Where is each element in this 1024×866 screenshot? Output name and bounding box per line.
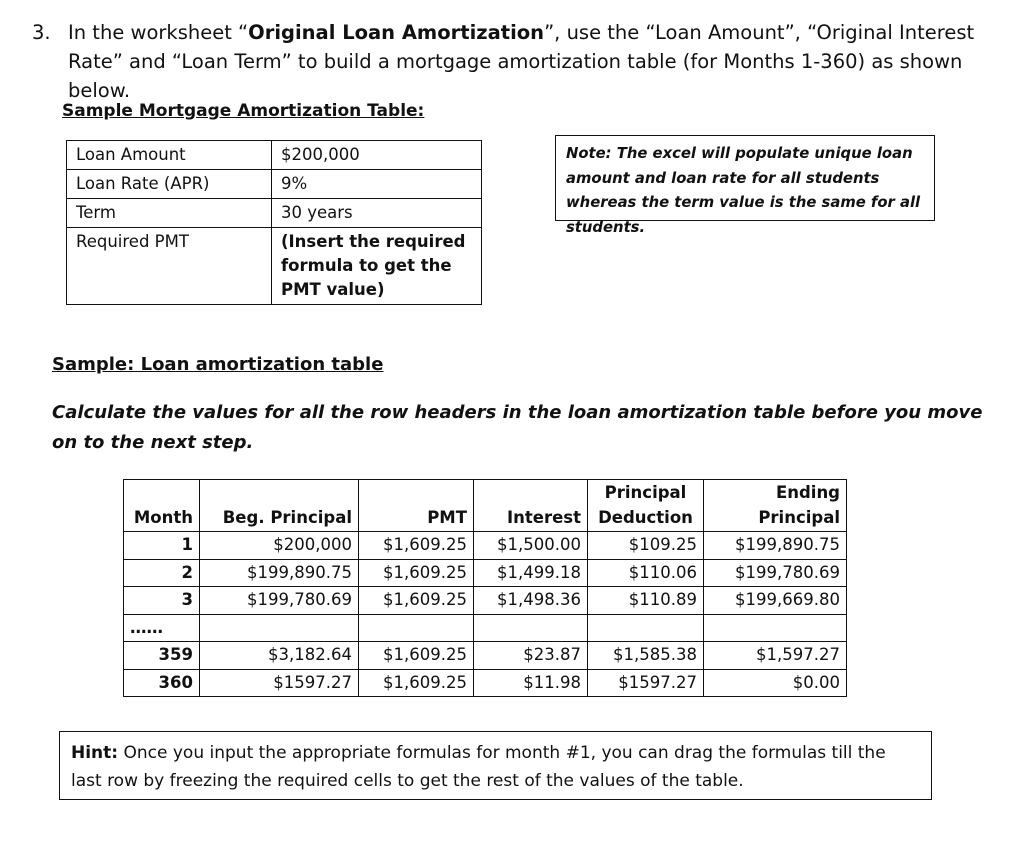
header-line: Principal [758, 507, 840, 527]
table-row [124, 559, 847, 587]
principal-deduction-cell: $109.25 [588, 532, 704, 560]
col-beg-principal: Beg. Principal [200, 480, 359, 532]
col-month: Month [124, 480, 200, 532]
col-ending-principal [704, 480, 847, 532]
month-cell: 2 [124, 559, 200, 587]
col-interest: Interest [474, 480, 588, 532]
interest-cell: $1,499.18 [474, 559, 588, 587]
table-row [124, 614, 847, 642]
header-line: Principal [604, 483, 687, 502]
ending-principal-cell: $199,669.80 [704, 587, 847, 615]
loan-amount-label: Loan Amount [67, 141, 272, 170]
worksheet-name: Original Loan Amortization [248, 21, 545, 44]
table-row [124, 669, 847, 697]
principal-deduction-cell: $1597.27 [588, 669, 704, 697]
table-row [67, 199, 482, 228]
amortization-table [123, 479, 847, 697]
header-row [124, 480, 847, 532]
ending-principal-cell [704, 614, 847, 642]
question-text [68, 18, 1012, 105]
col-principal-deduction [588, 480, 704, 532]
hint-box [59, 731, 932, 800]
interest-cell [474, 614, 588, 642]
table-row [124, 642, 847, 670]
beg-principal-cell: $3,182.64 [200, 642, 359, 670]
table-row [67, 228, 482, 305]
question-number: 3. [32, 21, 51, 44]
term-value: 30 years [272, 199, 482, 228]
question-text-part1: In the worksheet “ [68, 21, 249, 44]
pmt-cell: $1,609.25 [359, 669, 474, 697]
interest-cell: $1,498.36 [474, 587, 588, 615]
interest-cell: $23.87 [474, 642, 588, 670]
sample-table-heading: Sample Mortgage Amortization Table: [62, 101, 425, 121]
loan-amount-value: $200,000 [272, 141, 482, 170]
table-row [67, 141, 482, 170]
pmt-cell: $1,609.25 [359, 587, 474, 615]
pmt-note-line: formula to get the [281, 256, 452, 275]
question-3 [32, 18, 1012, 105]
pmt-note-line: PMT value) [281, 280, 385, 299]
month-cell: 3 [124, 587, 200, 615]
loan-inputs-table [66, 140, 482, 305]
note-box: Note: The excel will populate unique loan amount and loan rate for all students whereas the term value is the same for all students. [555, 135, 935, 221]
loan-rate-value: 9% [272, 170, 482, 199]
header-line: Deduction [598, 507, 693, 527]
beg-principal-cell: $200,000 [200, 532, 359, 560]
ending-principal-cell: $0.00 [704, 669, 847, 697]
instruction-text: Calculate the values for all the row headers in the loan amortization table before you move on to the next step. [52, 402, 983, 453]
table-row [124, 532, 847, 560]
table-row [124, 587, 847, 615]
interest-cell: $11.98 [474, 669, 588, 697]
pmt-cell: $1,609.25 [359, 642, 474, 670]
beg-principal-cell: $1597.27 [200, 669, 359, 697]
pmt-note-line: (Insert the required [281, 232, 466, 251]
pmt-cell [359, 614, 474, 642]
beg-principal-cell: $199,780.69 [200, 587, 359, 615]
term-label: Term [67, 199, 272, 228]
principal-deduction-cell: $110.06 [588, 559, 704, 587]
principal-deduction-cell: $1,585.38 [588, 642, 704, 670]
interest-cell: $1,500.00 [474, 532, 588, 560]
header-line: Ending [775, 483, 840, 502]
month-cell: …… [124, 614, 200, 642]
beg-principal-cell: $199,890.75 [200, 559, 359, 587]
hint-label: Hint: [71, 743, 119, 763]
question-text-part2: ”, use the “Loan Amount”, “Original Interest Rate” and “Loan Term” to build a mortgage amortization table (for Months 1-360) as shown below. [68, 21, 975, 102]
ending-principal-cell: $199,780.69 [704, 559, 847, 587]
table-row [67, 170, 482, 199]
hint-text: Once you input the appropriate formulas for month #1, you can drag the formulas till the last row by freezing the required cells to get the rest of the values of the table. [71, 743, 886, 791]
principal-deduction-cell: $110.89 [588, 587, 704, 615]
loan-rate-label: Loan Rate (APR) [67, 170, 272, 199]
month-cell: 360 [124, 669, 200, 697]
beg-principal-cell [200, 614, 359, 642]
pmt-cell: $1,609.25 [359, 532, 474, 560]
month-cell: 359 [124, 642, 200, 670]
required-pmt-label: Required PMT [67, 228, 272, 305]
month-cell: 1 [124, 532, 200, 560]
ending-principal-cell: $1,597.27 [704, 642, 847, 670]
col-pmt: PMT [359, 480, 474, 532]
pmt-cell: $1,609.25 [359, 559, 474, 587]
ending-principal-cell: $199,890.75 [704, 532, 847, 560]
required-pmt-value [272, 228, 482, 305]
amortization-heading: Sample: Loan amortization table [52, 354, 384, 375]
principal-deduction-cell [588, 614, 704, 642]
